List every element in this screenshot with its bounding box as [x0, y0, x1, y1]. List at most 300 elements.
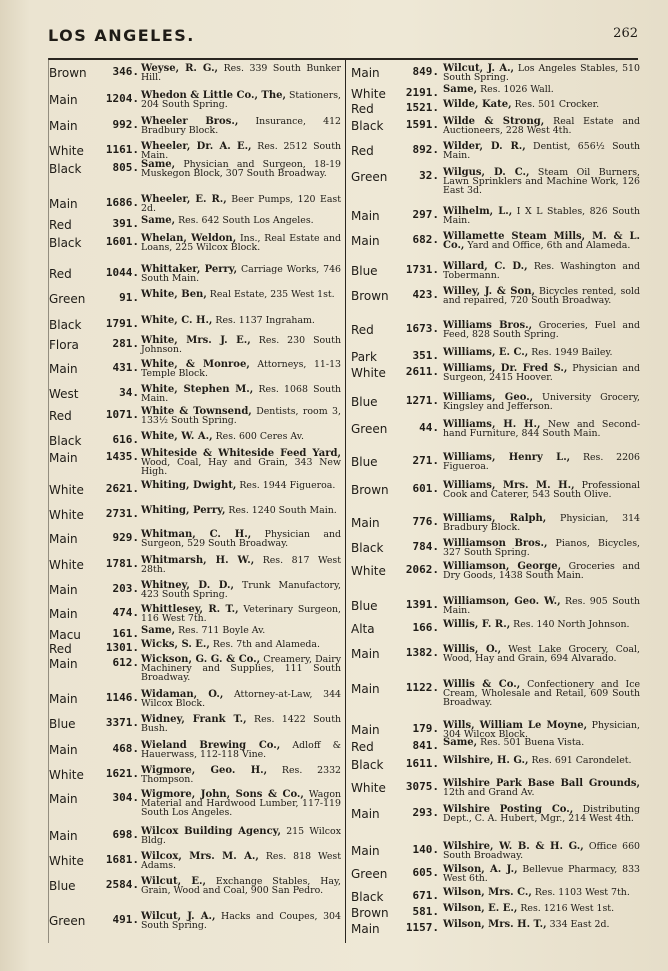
subscriber-name: Williamson Bros., [443, 538, 548, 549]
subscriber-name: Wilson, E. E., [443, 903, 518, 914]
subscriber-name: Same, [443, 737, 478, 748]
subscriber-name: Whiteside & Whiteside Feed Yard, [141, 448, 341, 459]
subscriber-name: Wilde, Kate, [443, 99, 512, 110]
subscriber-name: Whittaker, Perry, [141, 264, 238, 275]
phone-number: 391. [112, 217, 139, 230]
exchange-name: Black [351, 890, 384, 904]
exchange-name: Main [49, 119, 78, 133]
phone-number: 1204. [105, 92, 139, 105]
listing-text [443, 645, 640, 663]
phone-number: 1686. [105, 196, 139, 209]
subscriber-name: White, Mrs. J. E., [141, 335, 251, 346]
exchange-name: Black [49, 162, 82, 176]
subscriber-name: Williams Bros., [443, 320, 533, 331]
listing-text [141, 581, 341, 599]
listing-text [443, 453, 640, 471]
subscriber-name: Wilhelm, L., [443, 206, 513, 217]
exchange-name: Main [351, 66, 380, 80]
subscriber-detail: Physician and Surgeon, 2415 Hoover. [443, 363, 640, 383]
subscriber-name: Wickson, G. G. & Co., [141, 654, 261, 665]
subscriber-detail: Steam Oil Burners, Lawn Sprinklers and Machine Work, 126 East 3d. [443, 167, 640, 196]
subscriber-name: Wilshire, H. G., [443, 755, 529, 766]
subscriber-detail: Creamery, Dairy Machinery and Supplies, 111 South Broadway. [141, 654, 341, 683]
subscriber-name: Whiting, Perry, [141, 505, 226, 516]
subscriber-detail: Res. 1216 West 1st. [517, 903, 615, 914]
exchange-name: Main [49, 692, 78, 706]
exchange-name: Black [351, 758, 384, 772]
exchange-name: Main [49, 829, 78, 843]
listing-text [443, 232, 640, 250]
listing-text [443, 597, 640, 615]
phone-number: 491. [112, 913, 139, 926]
exchange-name: White [49, 483, 84, 497]
exchange-name: West [49, 387, 79, 401]
listing-text [443, 539, 640, 557]
subscriber-name: Wilshire Posting Co., [443, 804, 574, 815]
subscriber-detail: Res. 711 Boyle Av. [175, 625, 266, 636]
phone-number: 2191. [405, 86, 439, 99]
subscriber-detail: Dentists, room 3, 133½ South Spring. [141, 406, 341, 426]
subscriber-detail: Bellevue Pharmacy, 833 West 6th. [443, 864, 640, 884]
subscriber-detail: Office 660 South Broadway. [443, 841, 640, 861]
exchange-name: Main [49, 792, 78, 806]
exchange-name: Flora [49, 338, 79, 352]
subscriber-detail: Res. 2512 South Main. [141, 141, 342, 161]
phone-number: 581. [412, 905, 439, 918]
listing-text [141, 556, 341, 574]
subscriber-detail: Res. 1949 Bailey. [528, 347, 613, 358]
exchange-name: Black [49, 318, 82, 332]
listing-text [141, 827, 341, 845]
subscriber-detail: Res. 905 South Main. [443, 596, 640, 616]
phone-number: 2611. [405, 365, 439, 378]
subscriber-detail: Physician, 314 Bradbury Block. [443, 513, 641, 533]
exchange-name: Red [351, 740, 374, 754]
phone-number: 293. [412, 806, 439, 819]
listing-text [141, 790, 341, 817]
listing-text [141, 195, 341, 213]
listing-text [443, 805, 640, 823]
listing-text [443, 348, 640, 357]
listing-text [443, 514, 640, 532]
phone-number: 612. [112, 656, 139, 669]
exchange-name: Red [351, 102, 374, 116]
exchange-name: Red [351, 144, 374, 158]
phone-number: 423. [412, 288, 439, 301]
listing-text [443, 888, 640, 897]
exchange-name: Blue [49, 717, 76, 731]
exchange-name: Red [351, 323, 374, 337]
subscriber-detail: Yard and Office, 6th and Alameda. [464, 240, 631, 251]
subscriber-name: Wilshire, W. B. & H. G., [443, 841, 584, 852]
phone-number: 1071. [105, 408, 139, 421]
exchange-name: Blue [351, 264, 378, 278]
subscriber-detail: Res. 140 North Johnson. [510, 619, 630, 630]
exchange-name: Alta [351, 622, 375, 636]
listing-text [443, 562, 640, 580]
left-margin-rule [48, 58, 49, 943]
subscriber-name: Willamette Steam Mills, M. & L. Co., [443, 231, 640, 251]
exchange-name: Main [351, 234, 380, 248]
phone-number: 203. [112, 582, 139, 595]
listing-text [443, 779, 640, 797]
subscriber-name: Williams, Geo., [443, 392, 534, 403]
subscriber-detail: Bicycles rented, sold and repaired, 720 South Broadway. [443, 286, 640, 306]
phone-number: 304. [112, 791, 139, 804]
phone-number: 1391. [405, 598, 439, 611]
subscriber-detail: Wagon Material and Hardwood Lumber, 117-119 South Los Angeles. [141, 789, 342, 818]
phone-number: 44. [419, 421, 439, 434]
subscriber-detail: Wood, Coal, Hay and Grain, 343 New High. [141, 457, 341, 477]
subscriber-name: Wieland Brewing Co., [141, 740, 281, 751]
phone-number: 1731. [405, 263, 439, 276]
subscriber-name: Williamson, George, [443, 561, 562, 572]
running-head [48, 26, 638, 50]
phone-number: 1591. [405, 118, 439, 131]
exchange-name: Green [49, 292, 86, 306]
listing-text [443, 168, 640, 195]
exchange-name: Main [351, 647, 380, 661]
phone-number: 2731. [105, 507, 139, 520]
subscriber-detail: Res. 600 Ceres Av. [212, 431, 304, 442]
subscriber-name: Wheeler, Dr. A. E., [141, 141, 252, 152]
listing-text [443, 420, 640, 438]
exchange-name: White [49, 854, 84, 868]
subscriber-name: Same, [141, 625, 176, 636]
exchange-name: Red [49, 642, 72, 656]
subscriber-detail: Attorney-at-Law, 344 Wilcox Block. [141, 689, 341, 709]
phone-number: 682. [412, 233, 439, 246]
exchange-name: Brown [351, 906, 389, 920]
subscriber-detail: Groceries, Fuel and Feed, 828 South Spring. [443, 320, 641, 340]
exchange-name: Main [351, 682, 380, 696]
subscriber-detail: Physician and Surgeon, 18-19 Muskegon Block, 307 South Broadway. [141, 159, 341, 179]
phone-number: 1681. [105, 853, 139, 866]
subscriber-detail: Insurance, 412 Bradbury Block. [141, 116, 341, 136]
exchange-name: Main [351, 723, 380, 737]
subscriber-name: Wilshire Park Base Ball Grounds, [443, 778, 640, 789]
listing-text [443, 865, 640, 883]
subscriber-name: Williams, Mrs. M. H., [443, 480, 575, 491]
listing-text [443, 393, 640, 411]
listing-text [141, 385, 341, 403]
subscriber-name: White, & Monroe, [141, 359, 250, 370]
exchange-name: Main [351, 209, 380, 223]
listing-text [141, 234, 341, 252]
listing-text [443, 904, 640, 913]
subscriber-detail: Res. 817 West 28th. [141, 555, 341, 575]
subscriber-detail: Res. 1422 South Bush. [141, 714, 342, 734]
subscriber-name: Wheeler Bros., [141, 116, 239, 127]
phone-number: 431. [112, 361, 139, 374]
subscriber-detail: University Grocery, Kingsley and Jefferson. [443, 392, 640, 412]
subscriber-detail: Veterinary Surgeon, 116 West 7th. [141, 604, 341, 624]
exchange-name: Macu [49, 628, 81, 642]
exchange-name: Brown [351, 289, 389, 303]
listing-text [141, 852, 341, 870]
phone-number: 1781. [105, 557, 139, 570]
listing-text [443, 481, 640, 499]
subscriber-name: Willis, O., [443, 644, 502, 655]
listing-text [141, 626, 341, 635]
header-rule [48, 58, 638, 60]
subscriber-name: Williams, E. C., [443, 347, 529, 358]
subscriber-detail: Res. 501 Buena Vista. [477, 737, 585, 748]
subscriber-name: Wigmore, Geo. H., [141, 765, 268, 776]
phone-number: 1521. [405, 101, 439, 114]
subscriber-name: Whiting, Dwight, [141, 480, 237, 491]
listing-text [443, 142, 640, 160]
phone-number: 892. [412, 143, 439, 156]
exchange-name: Brown [351, 483, 389, 497]
subscriber-detail: Res. 1944 Figueroa. [236, 480, 336, 491]
subscriber-detail: Res. 1068 South Main. [141, 384, 342, 404]
exchange-name: Black [351, 119, 384, 133]
listing-text [443, 117, 640, 135]
subscriber-name: Widney, Frank T., [141, 714, 247, 725]
phone-number: 161. [112, 627, 139, 640]
phone-number: 1161. [105, 143, 139, 156]
exchange-name: Main [49, 197, 78, 211]
subscriber-detail: Groceries and Dry Goods, 1438 South Main. [443, 561, 640, 581]
listing-text [443, 756, 640, 765]
subscriber-name: Wilcut, J. A., [141, 911, 216, 922]
exchange-name: Park [351, 350, 377, 364]
subscriber-name: Wilgus, D. C., [443, 167, 530, 178]
exchange-name: Main [351, 922, 380, 936]
phone-number: 1673. [405, 322, 439, 335]
subscriber-detail: Real Estate and Auctioneers, 228 West 4th. [443, 116, 640, 136]
listing-text [141, 741, 341, 759]
exchange-name: Main [49, 532, 78, 546]
subscriber-name: Willis & Co., [443, 679, 521, 690]
subscriber-detail: Ins., Real Estate and Loans, 225 Wilcox Block. [141, 233, 341, 253]
subscriber-name: Williamson, Geo. W., [443, 596, 561, 607]
exchange-name: Main [49, 93, 78, 107]
subscriber-name: Willey, J. & Son, [443, 286, 535, 297]
subscriber-name: Willard, C. D., [443, 261, 528, 272]
subscriber-detail: Res. Washington and Tobermann. [443, 261, 640, 281]
phone-number: 849. [412, 65, 439, 78]
phone-number: 698. [112, 828, 139, 841]
listing-text [141, 290, 341, 299]
phone-number: 1611. [405, 757, 439, 770]
subscriber-detail: Confectionery and Ice Cream, Wholesale and Retail, 609 South Broadway. [443, 679, 640, 708]
phone-number: 841. [412, 739, 439, 752]
phone-number: 351. [412, 349, 439, 362]
subscriber-name: Same, [141, 159, 176, 170]
subscriber-detail: Pianos, Bicycles, 327 South Spring. [443, 538, 640, 558]
subscriber-detail: Professional Cook and Caterer, 543 South Olive. [443, 480, 640, 500]
subscriber-detail: Attorneys, 11-13 Temple Block. [141, 359, 341, 379]
exchange-name: Red [49, 218, 72, 232]
subscriber-detail: Distributing Dept., C. A. Hubert, Mgr., 214 West 4th. [443, 804, 640, 824]
subscriber-name: Wilder, D. R., [443, 141, 526, 152]
exchange-name: Blue [49, 879, 76, 893]
phone-number: 2062. [405, 563, 439, 576]
listing-text [141, 160, 341, 178]
phone-number: 140. [412, 843, 439, 856]
exchange-name: White [351, 366, 386, 380]
phone-number: 281. [112, 337, 139, 350]
subscriber-name: Wilcox, Mrs. M. A., [141, 851, 259, 862]
exchange-name: Green [351, 422, 388, 436]
listing-text [141, 715, 341, 733]
phone-number: 601. [412, 482, 439, 495]
subscriber-detail: Physician, 304 Wilcox Block. [443, 720, 640, 740]
subscriber-name: White, Stephen M., [141, 384, 254, 395]
listing-text [141, 449, 341, 476]
listing-text [141, 432, 341, 441]
exchange-name: Black [351, 541, 384, 555]
phone-number: 992. [112, 118, 139, 131]
subscriber-detail: Trunk Manufactory, 423 South Spring. [141, 580, 341, 600]
exchange-name: Blue [351, 395, 378, 409]
subscriber-detail: Res. 818 West Adams. [141, 851, 341, 871]
exchange-name: Brown [49, 66, 87, 80]
exchange-name: Main [351, 516, 380, 530]
exchange-name: Red [49, 409, 72, 423]
phone-number: 1382. [405, 646, 439, 659]
listing-text [141, 316, 341, 325]
subscriber-detail: Exchange Stables, Hay, Grain, Wood and Coal, 900 San Pedro. [141, 876, 341, 896]
subscriber-name: Wills, William Le Moyne, [443, 720, 588, 731]
subscriber-detail: Los Angeles Stables, 510 South Spring. [443, 63, 640, 83]
exchange-name: White [351, 781, 386, 795]
listing-text [141, 766, 341, 784]
subscriber-detail: 334 East 2d. [546, 919, 610, 930]
subscriber-name: Wilcox Building Agency, [141, 826, 281, 837]
phone-number: 776. [412, 515, 439, 528]
subscriber-detail: Res. 1026 Wall. [477, 84, 554, 95]
subscriber-detail: Res. 2206 Figueroa. [443, 452, 640, 472]
exchange-name: Green [351, 867, 388, 881]
phone-number: 1044. [105, 266, 139, 279]
subscriber-detail: 215 Wilcox Bldg. [141, 826, 341, 846]
subscriber-detail: New and Second-hand Furniture, 844 South Main. [443, 419, 640, 439]
phone-number: 1621. [105, 767, 139, 780]
exchange-name: Main [351, 807, 380, 821]
listing-text [443, 85, 640, 94]
phone-number: 2584. [105, 878, 139, 891]
listing-text [141, 912, 341, 930]
subscriber-detail: I X L Stables, 826 South Main. [443, 206, 641, 226]
exchange-name: Green [49, 914, 86, 928]
subscriber-name: Same, [141, 215, 176, 226]
listing-text [443, 321, 640, 339]
exchange-name: White [351, 87, 386, 101]
subscriber-name: Whedon & Little Co., The, [141, 90, 286, 101]
city-heading: LOS ANGELES. [48, 26, 195, 45]
subscriber-detail: Hacks and Coupes, 304 South Spring. [141, 911, 341, 931]
exchange-name: White [49, 144, 84, 158]
phone-number: 297. [412, 208, 439, 221]
subscriber-detail: Res. 691 Carondelet. [528, 755, 632, 766]
exchange-name: Red [49, 267, 72, 281]
phone-number: 784. [412, 540, 439, 553]
subscriber-name: Wilson, Mrs. H. T., [443, 919, 547, 930]
subscriber-name: Williams, Ralph, [443, 513, 547, 524]
exchange-name: Green [351, 170, 388, 184]
phone-number: 271. [412, 454, 439, 467]
phone-number: 1271. [405, 394, 439, 407]
listing-text [443, 842, 640, 860]
subscriber-detail: Res. 1103 West 7th. [531, 887, 630, 898]
subscriber-name: Whelan, Weldon, [141, 233, 237, 244]
subscriber-name: Whitman, C. H., [141, 529, 252, 540]
exchange-name: Main [49, 451, 78, 465]
page-number: 262 [613, 26, 638, 41]
subscriber-name: Wheeler, E. R., [141, 194, 227, 205]
subscriber-detail: Physician and Surgeon, 529 South Broadway. [141, 529, 342, 549]
exchange-name: Blue [351, 455, 378, 469]
exchange-name: Main [49, 583, 78, 597]
listing-text [141, 877, 341, 895]
listing-text [141, 360, 341, 378]
exchange-name: Main [351, 844, 380, 858]
phone-number: 1791. [105, 317, 139, 330]
subscriber-detail: Res. 1137 Ingraham. [212, 315, 315, 326]
subscriber-name: Wilson, A. J., [443, 864, 518, 875]
listing-text [141, 407, 341, 425]
subscriber-name: Weyse, R. G., [141, 63, 219, 74]
exchange-name: Main [49, 607, 78, 621]
exchange-name: White [49, 508, 84, 522]
subscriber-detail: Res. 2332 Thompson. [141, 765, 341, 785]
subscriber-name: Williams, Dr. Fred S., [443, 363, 568, 374]
listing-text [141, 690, 341, 708]
subscriber-name: Wigmore, John, Sons & Co., [141, 789, 304, 800]
subscriber-name: Wilcut, E., [141, 876, 207, 887]
subscriber-detail: Adloff & Hauerwass, 112-118 Vine. [141, 740, 341, 760]
exchange-name: Main [49, 657, 78, 671]
listing-text [443, 620, 640, 629]
subscriber-detail: Real Estate, 235 West 1st. [206, 289, 335, 300]
phone-number: 179. [412, 722, 439, 735]
phone-number: 166. [412, 621, 439, 634]
phone-number: 1122. [405, 681, 439, 694]
phone-number: 3371. [105, 716, 139, 729]
phone-number: 605. [412, 866, 439, 879]
listing-text [443, 287, 640, 305]
listing-text [141, 64, 341, 82]
subscriber-name: Widaman, O., [141, 689, 224, 700]
phone-number: 468. [112, 742, 139, 755]
phone-number: 1301. [105, 641, 139, 654]
phone-number: 346. [112, 65, 139, 78]
subscriber-name: White, Ben, [141, 289, 207, 300]
listing-text [443, 364, 640, 382]
listing-text [443, 207, 640, 225]
listing-text [141, 142, 341, 160]
exchange-name: White [49, 558, 84, 572]
subscriber-detail: Carriage Works, 746 South Main. [141, 264, 341, 284]
subscriber-detail: Beer Pumps, 120 East 2d. [141, 194, 342, 214]
exchange-name: Main [49, 743, 78, 757]
subscriber-name: Wilcut, J. A., [443, 63, 515, 74]
subscriber-detail: Stationers, 204 South Spring. [141, 90, 341, 110]
listing-text [443, 64, 640, 82]
listing-text [141, 117, 341, 135]
phone-number: 32. [419, 169, 439, 182]
subscriber-detail: Res. 501 Crocker. [511, 99, 600, 110]
phone-number: 474. [112, 606, 139, 619]
listing-text [443, 920, 640, 929]
exchange-name: Blue [351, 599, 378, 613]
subscriber-detail: Res. 339 South Bunker Hill. [141, 63, 341, 83]
exchange-name: Main [49, 362, 78, 376]
subscriber-name: Wilde & Strong, [443, 116, 545, 127]
